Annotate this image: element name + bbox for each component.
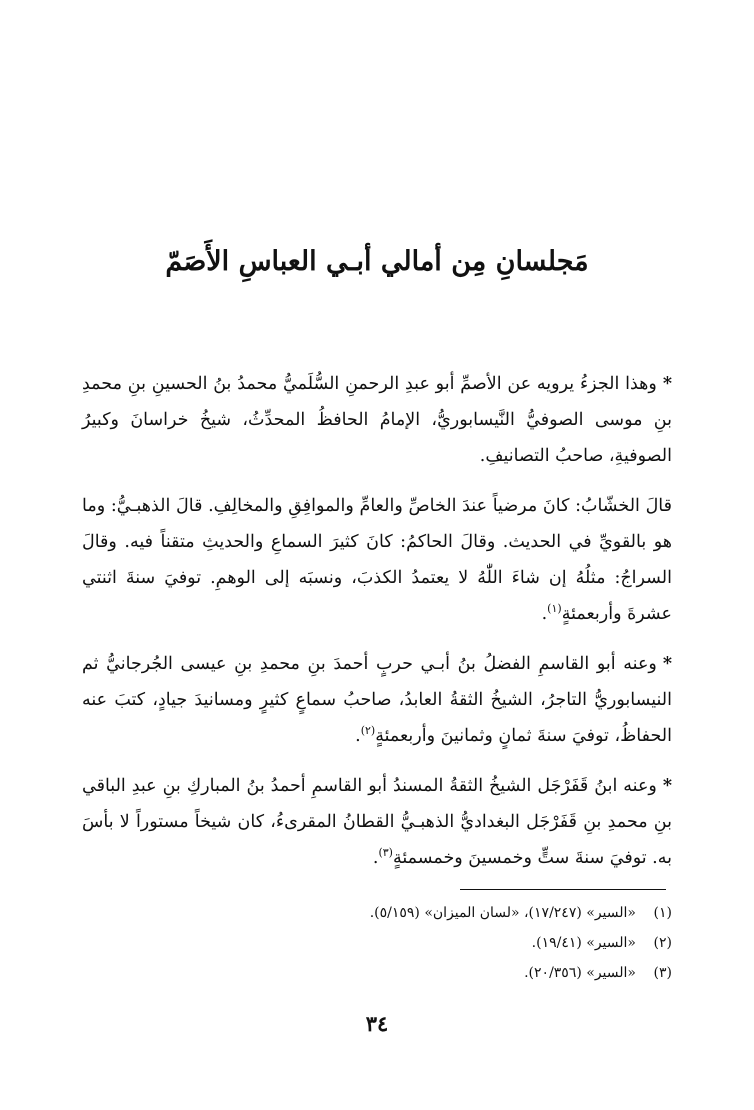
- chapter-title: مَجلسانِ مِن أمالي أبـي العباسِ الأَصَمّ: [165, 246, 589, 277]
- footnote-1: [82, 898, 672, 928]
- footnote-text: «السير» (١٩/٤١).: [531, 935, 636, 951]
- paragraph-text: وعنه أبو القاسمِ الفضلُ بنُ أبـي حربٍ أحمدَ بنِ محمدِ بنِ عيسى الجُرجانيُّ ثم النيسابوريُّ التاجرُ، الشيخُ الثقةُ العابدُ، صاحبُ سماعٍ كثيرٍ ومسانيدَ جيادٍ، كتبَ عنه الحفاظُ، توفيَ سنةَ ثمانٍ وثمانينَ وأربعمئةٍ: [82, 654, 672, 746]
- paragraph-1: [82, 366, 672, 474]
- footnote-text: «السير» (٢٠/٣٥٦).: [524, 965, 636, 981]
- star-marker: *: [662, 654, 672, 674]
- footnote-divider: [460, 889, 666, 890]
- footnote-number: (٢): [653, 935, 672, 951]
- footnote-ref[interactable]: (٢): [360, 724, 376, 738]
- paragraph-text: وعنه ابنُ قَفَرْجَل الشيخُ الثقةُ المسندُ أبو القاسمِ أحمدُ بنُ المباركِ بنِ عبدِ الباقي بنِ محمدِ بنِ قَفَرْجَل البغداديُّ الذهبـيُّ القطانُ المقرىءُ، كان شيخاً مستوراً لا بأسَ به. توفيَ سنةَ ستٍّ وخمسينَ وخمسمئةٍ: [82, 776, 672, 868]
- paragraph-2: [82, 488, 672, 632]
- footnote-ref[interactable]: (١): [547, 602, 562, 616]
- footnote-text: «السير» (١٧/٢٤٧)، «لسان الميزان» (٥/١٥٩).: [369, 905, 636, 921]
- paragraph-tail: .: [355, 726, 361, 746]
- body-text: [82, 366, 672, 890]
- paragraph-4: [82, 768, 672, 876]
- footnote-number: (٣): [653, 965, 672, 981]
- star-marker: *: [662, 776, 672, 796]
- footnote-3: [82, 958, 672, 988]
- paragraph-text: قالَ الخشّابُ: كانَ مرضياً عندَ الخاصِّ والعامِّ والموافِقِ والمخالِفِ. قالَ الذهبـيُّ: وما هو بالقويِّ في الحديث. وقالَ الحاكمُ: كانَ كثيرَ السماعِ والحديثِ متقناً فيه. وقالَ السراجُ: مثلُهُ إن شاءَ اللّٰهُ لا يعتمدُ الكذبَ، ونسبَه إلى الوهمِ. توفيَ سنةَ اثنتي عشرةَ وأربعمئةٍ: [82, 496, 672, 624]
- paragraph-3: [82, 646, 672, 754]
- paragraph-tail: .: [541, 604, 548, 624]
- footnotes: [82, 898, 672, 988]
- footnote-2: [82, 928, 672, 958]
- star-marker: *: [662, 374, 672, 394]
- footnote-number: (١): [653, 905, 672, 921]
- paragraph-text: وهذا الجزءُ يرويه عن الأصمِّ أبو عبدِ الرحمنِ السُّلَميُّ محمدُ بنُ الحسينِ بنِ محمدِ بنِ موسى الصوفيُّ النَّيسابوريُّ، الإمامُ الحافظُ المحدِّثُ، شيخُ خراسانَ وكبيرُ الصوفيةِ، صاحبُ التصانيفِ.: [82, 374, 672, 466]
- paragraph-tail: .: [372, 848, 379, 868]
- page-number: ٣٤: [365, 1011, 389, 1036]
- footnote-ref[interactable]: (٣): [378, 846, 393, 860]
